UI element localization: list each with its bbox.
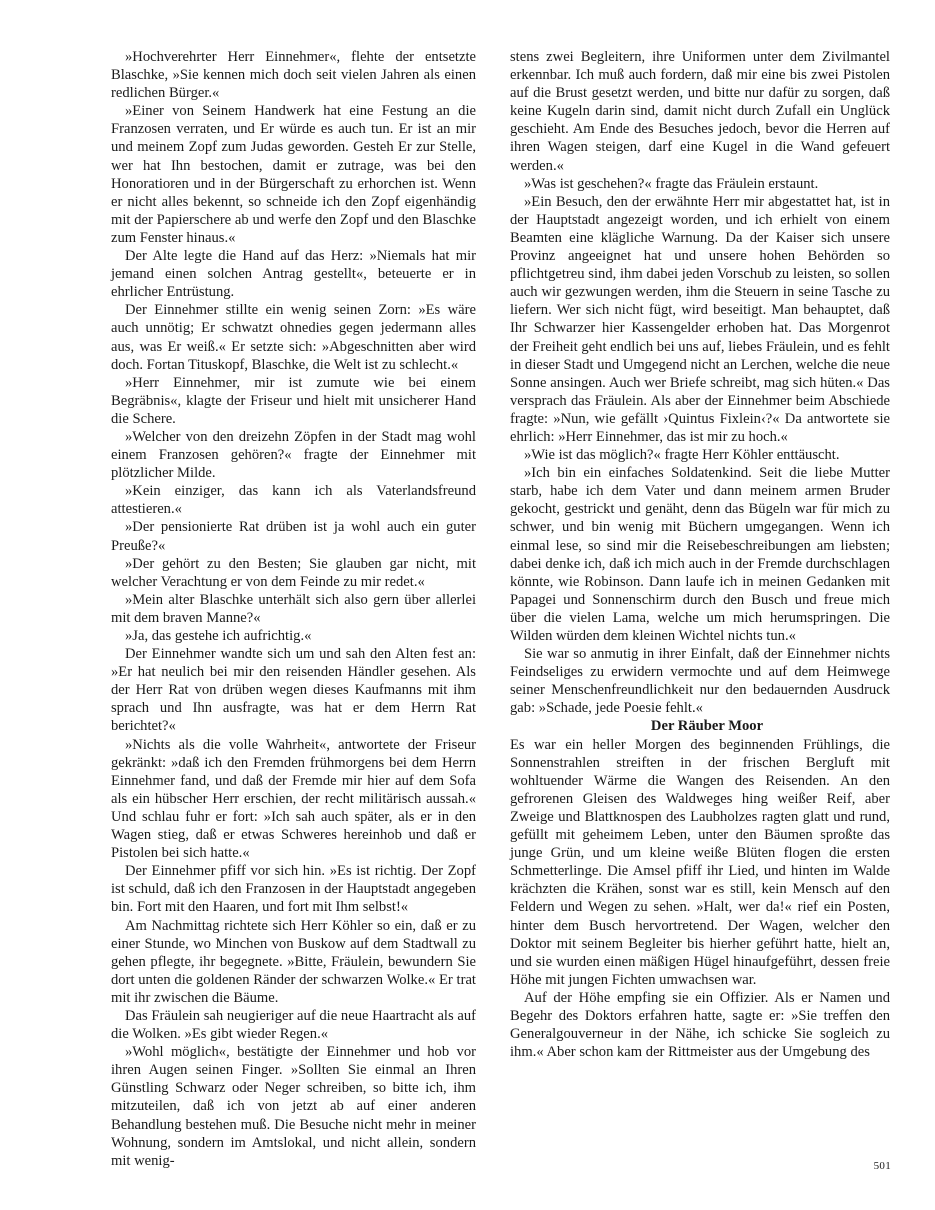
right-text-column [510,48,890,1061]
left-text-column [111,48,476,1170]
paragraph-continuation: stens zwei Begleitern, ihre Uniformen unter dem Zivilmantel erkennbar. Ich muß auch fordern, daß mir eine bis zwei Pistolen auf die Brust gesetzt werden, und bitte nur dafür zu sorgen, daß keine Kugeln darin sind, damit nicht durch Zufall ein Unglück geschieht. Am Ende des Besuches jedoch, bevor die Herren auf ihren Wagen steigen, darf eine Kugel in die Wand gefeuert werden.« [510,49,890,174]
paragraph: »Ich bin ein einfaches Soldatenkind. Seit die liebe Mutter starb, habe ich dem Vater und dann meinem armen Bruder gekocht, gestrickt und genäht, denn das Bügeln war für mich zu schwer, und bin wenig mit Büchern umgegangen. Wenn ich einmal lese, so sind mir die Reisebeschreibungen am liebsten; dabei denke ich, daß ich mich auch in der Fremde durchschlagen könnte, wie Robinson. Dann laufe ich in meinen Gedanken mit Papagei und Sonnenschirm durch den Busch und freue mich über die vielen Lama, welche um mich herumspringen. Die Wilden würden dem kleinen Wichtel nichts tun.« [510,465,890,644]
paragraph: Der Einnehmer stillte ein wenig seinen Zorn: »Es wäre auch unnötig; Er schwatzt ohnedies gegen jedermann alles aus, was Er weiß.« Er setzte sich: »Abgeschnitten aber wird doch. Fortan Tituskopf, Blaschke, die Welt ist zu schlecht.« [111,302,476,373]
paragraph: »Mein alter Blaschke unterhält sich also gern über allerlei mit dem braven Manne?« [111,591,476,626]
paragraph: »Der gehört zu den Besten; Sie glauben gar nicht, mit welcher Verachtung er von dem Feinde zu mir redet.« [111,555,476,590]
paragraph: Der Einnehmer wandte sich um und sah den Alten fest an: »Er hat neulich bei mir den reisenden Händler gesehen. Als der Herr Rat von drüben wegen dieses Kaufmanns mit ihm sprach und Ihn ausfragte, was hat er dem Herrn Rat berichtet?« [111,646,476,735]
paragraph: »Ein Besuch, den der erwähnte Herr mir abgestattet hat, ist in der Hauptstadt angezeigt worden, und ich erhielt von einem Beamten eine klägliche Warnung. Da der Kaiser sich unsere Provinz angeeignet hat und unsere hohen Behörden so pflichtgetreu sind, ihm dabei jeden Vorschub zu leisten, so sollen auch wir gezwungen werden, ihm die Steuern in seine Tasche zu liefern. Wer sich nicht fügt, wird beseitigt. Man behauptet, daß Ihr Schwarzer hier Kassengelder erhoben hat. Das Morgenrot der Freiheit geht endlich bei uns auf, liebes Fräulein, und es fehlt in dieser Stadt und Umgegend nicht an Lerchen, welche die neue Sonne ansingen. Auch wer Briefe schreibt, mag sich hüten.« Das versprach das Fräulein. Als aber der Einnehmer beim Abschiede fragte: »Nun, wie gefällt ›Quintus Fixlein‹?« Da antwortete sie ehrlich: »Herr Einnehmer, das ist mir zu hoch.« [510,193,890,445]
paragraph: Das Fräulein sah neugieriger auf die neue Haartracht als auf die Wolken. »Es gibt wieder Regen.« [111,1007,476,1043]
paragraph: Der Alte legte die Hand auf das Herz: »Niemals hat mir jemand einen solchen Antrag gestellt«, beteuerte er in ehrlicher Entrüstung. [111,248,476,301]
paragraph: »Was ist geschehen?« fragte das Fräulein erstaunt. [524,175,819,192]
paragraph: »Wohl möglich«, bestätigte der Einnehmer und hob vor ihren Augen seinen Finger. »Sollten Sie einmal an Ihren Günstling Schwarz oder Neger schreiben, so bitte ich, ihm mitzuteilen, daß ich von jetzt ab auf einer anderen Behandlung bestehen muß. Die Besuche nicht mehr in meiner Wohnung, sondern im Amtslokal, und nicht allein, sondern mit wenig- [111,1044,476,1169]
paragraph: »Nichts als die volle Wahrheit«, antwortete der Friseur gekränkt: »daß ich den Fremden frühmorgens bei dem Herrn Einnehmer fand, und daß der Fremde mir hier auf dem Sofa als ein hübscher Herr erschien, der recht militärisch aussah.« Und schlau fuhr er fort: »Ich sah auch später, als er in den Wagen stieg, daß er etwas Schweres hereinhob und daß er Pistolen bei sich hatte.« [111,736,476,862]
paragraph: Am Nachmittag richtete sich Herr Köhler so ein, daß er zu einer Stunde, wo Minchen von Buskow auf dem Stadtwall zu gehen pflegte, ihr begegnete. »Bitte, Fräulein, bewundern Sie dort unten die goldenen Ränder der schwarzen Wolke.« Er trat mit ihr zwischen die Bäume. [111,917,476,1006]
paragraph: »Herr Einnehmer, mir ist zumute wie bei einem Begräbnis«, klagte der Friseur und hielt mit unsicherer Hand die Schere. [111,374,476,427]
paragraph: Auf der Höhe empfing sie ein Offizier. Als er Namen und Begehr des Doktors erfahren hatte, sagte er: »Sie treffen den Generalgouverneur in der Nähe, ich schicke Sie sogleich zu ihm.« Aber schon kam der Rittmeister aus der Umgebung des [510,989,890,1061]
paragraph: »Einer von Seinem Handwerk hat eine Festung an die Franzosen verraten, und Er würde es auch tun. Er ist an mir und meinem Zopf zum Judas geworden. Gesteh Er zur Stelle, wer hat Ihn bestochen, damit er zutrage, was bei den Honoratioren und in der Bürgerschaft zu erhorchen ist. Wenn er nicht alles bekennt, so schneide ich den Zopf eigenhändig mit der Papierschere ab und werfe den Zopf und den Blaschke zum Fenster hinaus.« [111,103,476,246]
paragraph: »Hochverehrter Herr Einnehmer«, flehte der entsetzte Blaschke, »Sie kennen mich doch seit vielen Jahren als einen redlichen Bürger.« [111,49,476,102]
paragraph: Sie war so anmutig in ihrer Einfalt, daß der Einnehmer nichts Feindseliges zu erwidern vermochte und auf dem Heimwege seiner Menschenfreundlichkeit nur den bedauernden Ausdruck gab: »Schade, jede Poesie fehlt.« [510,646,890,717]
paragraph: Der Einnehmer pfiff vor sich hin. »Es ist richtig. Der Zopf ist schuld, daß ich den Franzosen in der Hauptstadt angegeben bin. Fort mit den Haaren, und fort mit Ihm selbst!« [111,863,476,916]
paragraph: »Welcher von den dreizehn Zöpfen in der Stadt mag wohl einem Franzosen gehören?« fragte der Einnehmer mit plötzlicher Milde. [111,428,476,482]
paragraph: Es war ein heller Morgen des beginnenden Frühlings, die Sonnenstrahlen streiften in der frischen Bergluft mit wohltuender Wärme die Wangen des Reisenden. An den gefrorenen Gleisen des Waldweges hing weißer Reif, aber Zweige und Blattknospen des Laubholzes ragten glatt und rund, gefüllt mit geheimem Leben, unter den Bäumen sproßte das junge Grün, und um kleine weiße Blüten flogen die ersten Schmetterlinge. Die Amsel pfiff ihr Lied, und hinten im Walde krächzten die Krähen, sonst war es still, kein Mensch auf den Feldern und Wegen zu sehen. »Halt, wer da!« rief ein Posten, hinter dem Busch hervortretend. Der Wagen, welcher den Doktor mit seinem Begleiter bis hierher geführt hatte, hielt an, und sie wurden einen mäßigen Hügel hinaufgeführt, dessen freie Höhe mit jungen Fichten umwachsen war. [510,736,890,988]
paragraph: »Kein einziger, das kann ich als Vaterlandsfreund attestieren.« [111,483,476,518]
section-heading: Der Räuber Moor [650,718,764,735]
page-number: 501 [873,1160,891,1172]
paragraph: »Ja, das gestehe ich aufrichtig.« [125,628,312,644]
paragraph: »Der pensionierte Rat drüben ist ja wohl auch ein guter Preuße?« [111,519,476,554]
paragraph: »Wie ist das möglich?« fragte Herr Köhler enttäuscht. [524,447,840,464]
